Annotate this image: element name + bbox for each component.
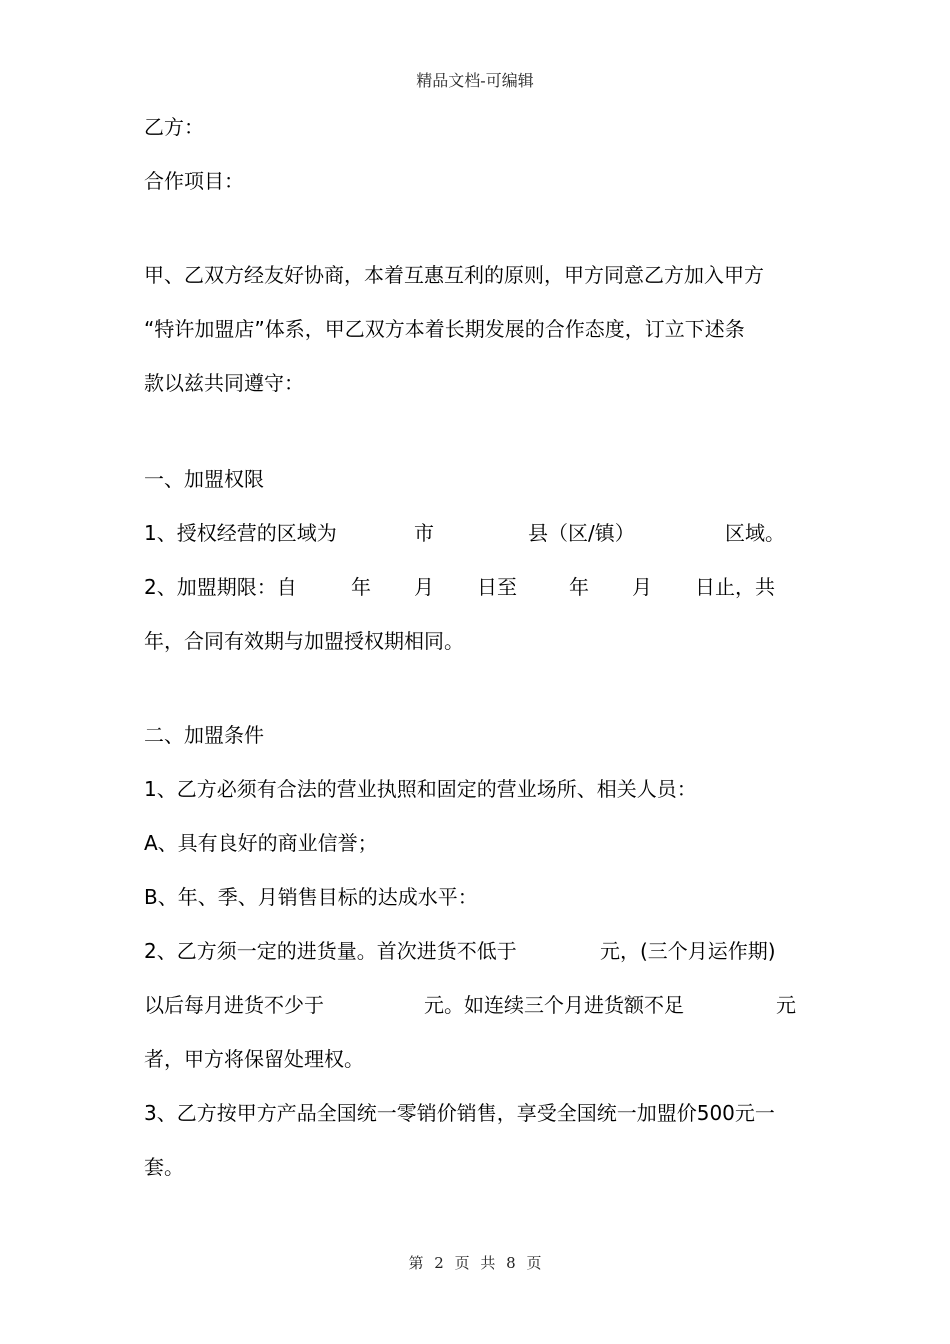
section-2-item-2-line-3: 者，甲方将保留处理权。 (144, 1047, 364, 1071)
section-2-item-2 (144, 938, 804, 964)
section-1-item-1 (144, 520, 804, 546)
item-2-text-month-2: 月 (632, 575, 652, 599)
section-2-item-2-line-2 (144, 992, 804, 1018)
section-2-title: 二、加盟条件 (144, 723, 264, 747)
item-2-text-month-1: 月 (414, 575, 434, 599)
section-2-item-3: 3、乙方按甲方产品全国统一零销价销售，享受全国统一加盟价500元一 (144, 1101, 775, 1125)
intro-line-2: “特许加盟店”体系，甲乙双方本着长期发展的合作态度，订立下述条 (144, 317, 745, 341)
section-2-item-b: B、年、季、月销售目标的达成水平： (144, 885, 478, 909)
intro-line-1: 甲、乙双方经友好协商，本着互惠互利的原则，甲方同意乙方加入甲方 (144, 263, 764, 287)
item-2-monthly-min: 以后每月进货不少于 (144, 993, 324, 1017)
section-1-title: 一、加盟权限 (144, 467, 264, 491)
item-2-yuan-period: 元，(三个月运作期) (600, 939, 776, 963)
intro-line-3: 款以兹共同遵守： (144, 371, 304, 395)
project-label: 合作项目： (144, 169, 244, 193)
item-2-text-day-to: 日至 (477, 575, 517, 599)
item-1-text-city: 市 (414, 521, 434, 545)
item-2-yuan: 元 (776, 993, 796, 1017)
item-2-min-first: 2、乙方须一定的进货量。首次进货不低于 (144, 939, 517, 963)
item-2-text-year-1: 年 (351, 575, 371, 599)
section-2-item-a: A、具有良好的商业信誉； (144, 831, 378, 855)
item-2-text-year-2: 年 (569, 575, 589, 599)
section-2-item-1: 1、乙方必须有合法的营业执照和固定的营业场所、相关人员： (144, 777, 697, 801)
item-2-shortfall: 元。如连续三个月进货额不足 (424, 993, 684, 1017)
party-b-label: 乙方： (144, 115, 204, 139)
item-2-text-from: 2、加盟期限：自 (144, 575, 297, 599)
section-1-item-2 (144, 574, 804, 600)
item-1-text-area: 区域。 (725, 521, 785, 545)
page-header: 精品文档-可编辑 (416, 71, 534, 90)
item-1-text-county: 县（区/镇） (528, 521, 635, 545)
item-1-text-a: 1、授权经营的区域为 (144, 521, 337, 545)
section-2-item-3-cont: 套。 (144, 1155, 184, 1179)
item-2-text-day-end: 日止，共 (695, 575, 775, 599)
section-1-item-2-cont: 年，合同有效期与加盟授权期相同。 (144, 629, 464, 653)
page-footer: 第 2 页 共 8 页 (408, 1254, 542, 1272)
